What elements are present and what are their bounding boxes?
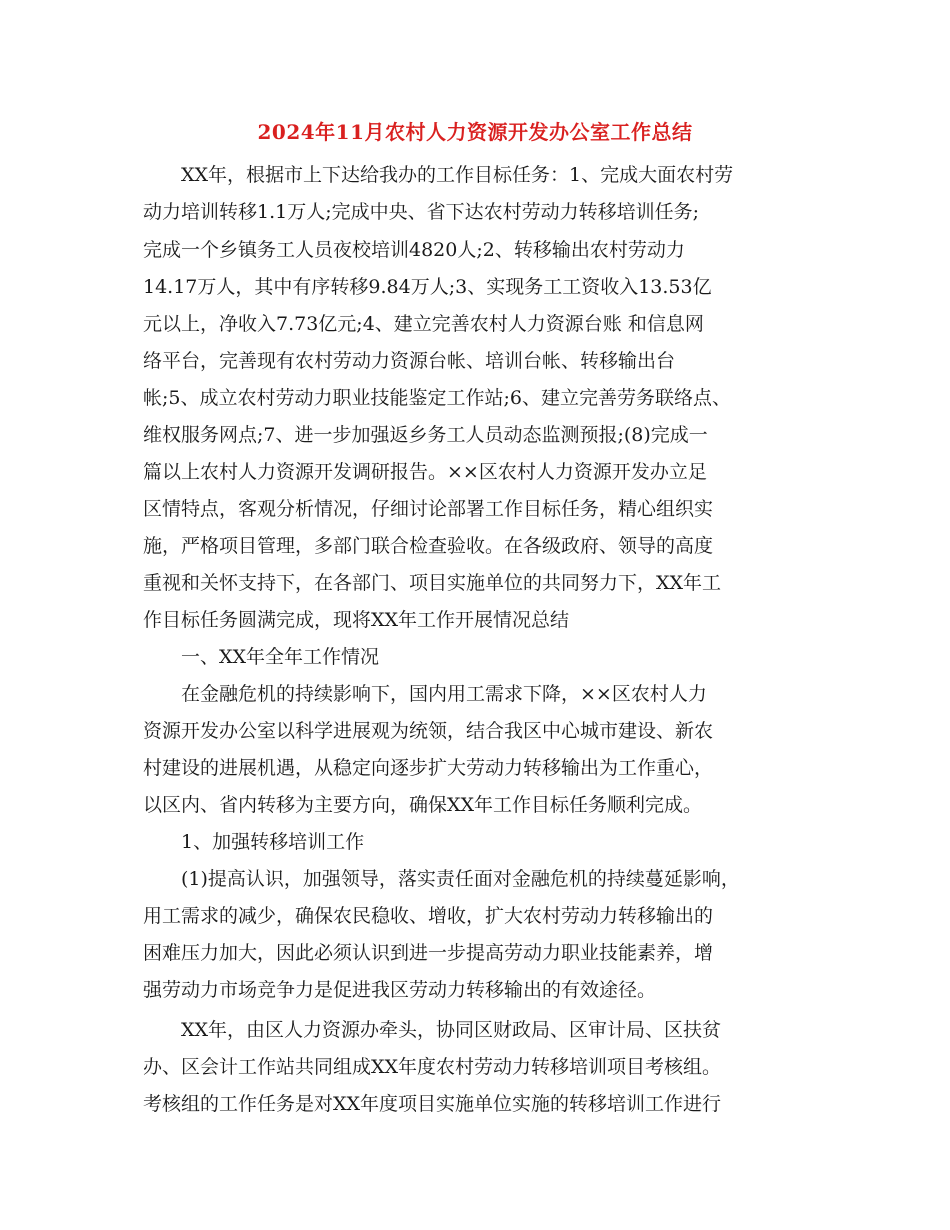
subsection-heading: 1、加强转移培训工作 <box>181 831 365 853</box>
body-line: 村建设的进展机遇，从稳定向逐步扩大劳动力转移输出为工作重心， <box>143 757 714 779</box>
body-line: 重视和关怀支持下，在各部门、项目实施单位的共同努力下，XX年工 <box>143 572 722 594</box>
body-line: 施，严格项目管理，多部门联合检查验收。在各级政府、领导的高度 <box>143 535 714 557</box>
body-line: 维权服务网点;7、进一步加强返乡务工人员动态监测预报;(8)完成一 <box>143 424 708 446</box>
body-line: 作目标任务圆满完成，现将XX年工作开展情况总结 <box>143 609 570 631</box>
body-line: 区情特点，客观分析情况，仔细讨论部署工作目标任务，精心组织实 <box>143 498 714 520</box>
document-title: 2024年11月农村人力资源开发办公室工作总结 <box>257 120 693 144</box>
body-line: 用工需求的减少，确保农民稳收、增收，扩大农村劳动力转移输出的 <box>143 905 714 927</box>
body-line: XX年，由区人力资源办牵头，协同区财政局、区审计局、区扶贫 <box>181 1019 722 1041</box>
body-line: 强劳动力市场竞争力是促进我区劳动力转移输出的有效途径。 <box>143 979 657 1001</box>
body-line: XX年，根据市上下达给我办的工作目标任务：1、完成大面农村劳 <box>181 164 734 186</box>
body-line: (1)提高认识，加强领导，落实责任面对金融危机的持续蔓延影响， <box>181 868 740 890</box>
body-line: 篇以上农村人力资源开发调研报告。××区农村人力资源开发办立足 <box>143 461 707 483</box>
body-line: 办、区会计工作站共同组成XX年度农村劳动力转移培训项目考核组。 <box>143 1056 722 1078</box>
body-line: 困难压力加大，因此必须认识到进一步提高劳动力职业技能素养，增 <box>143 942 714 964</box>
section-heading: 一、XX年全年工作情况 <box>181 646 380 668</box>
body-line: 以区内、省内转移为主要方向，确保XX年工作目标任务顺利完成。 <box>143 794 703 816</box>
body-line: 动力培训转移1.1万人;完成中央、省下达农村劳动力转移培训任务; <box>143 201 700 223</box>
body-line: 考核组的工作任务是对XX年度项目实施单位实施的转移培训工作进行 <box>143 1093 722 1115</box>
body-line: 元以上，净收入7.73亿元;4、建立完善农村人力资源台账 和信息网 <box>143 313 704 335</box>
body-line: 帐;5、成立农村劳动力职业技能鉴定工作站;6、建立完善劳务联络点、 <box>143 387 731 409</box>
body-line: 在金融危机的持续影响下，国内用工需求下降，××区农村人力 <box>181 683 707 705</box>
body-line: 络平台，完善现有农村劳动力资源台帐、培训台帐、转移输出台 <box>143 350 676 372</box>
body-line: 完成一个乡镇务工人员夜校培训4820人;2、转移输出农村劳动力 <box>143 239 685 261</box>
body-line: 资源开发办公室以科学进展观为统领，结合我区中心城市建设、新农 <box>143 720 714 742</box>
body-line: 14.17万人，其中有序转移9.84万人;3、实现务工工资收入13.53亿 <box>143 276 712 298</box>
